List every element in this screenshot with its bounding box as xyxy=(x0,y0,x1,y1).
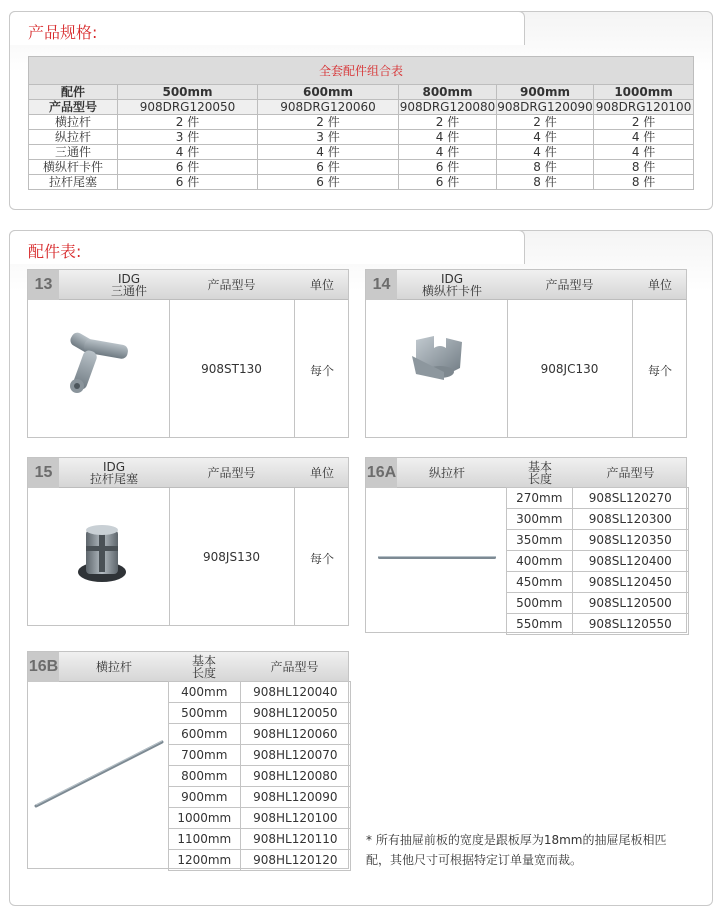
qty-cell: 6 件 xyxy=(258,175,399,190)
corner-bottom: 产品型号 xyxy=(29,100,118,115)
model-cell: 908SL120550 xyxy=(572,614,688,635)
card-number: 13 xyxy=(28,270,59,300)
card-part-name: IDG 拉杆尾塞 xyxy=(89,460,138,486)
qty-cell: 6 件 xyxy=(118,160,258,175)
length-cell: 450mm xyxy=(507,572,573,593)
spec-size-row xyxy=(29,85,694,100)
qty-cell: 4 件 xyxy=(118,145,258,160)
qty-cell: 4 件 xyxy=(497,130,594,145)
card-part-name: IDG 横纵杆卡件 xyxy=(421,272,482,298)
header-model: 产品型号 xyxy=(606,466,655,480)
part-model: 908ST130 xyxy=(201,362,262,376)
qty-cell: 4 件 xyxy=(399,145,497,160)
part-card-16a xyxy=(365,457,687,633)
part-card-13 xyxy=(27,269,349,438)
qty-cell: 2 件 xyxy=(399,115,497,130)
qty-cell: 6 件 xyxy=(258,160,399,175)
header-length: 基本 长度 xyxy=(527,460,552,486)
size-cell: 1000mm xyxy=(594,85,694,100)
model-cell: 908DRG120080 xyxy=(399,100,496,114)
table-row xyxy=(169,787,351,808)
card-part-name: 纵拉杆 xyxy=(428,466,465,480)
parts-section-title: 配件表: xyxy=(28,242,82,261)
part-unit: 每个 xyxy=(309,364,334,378)
table-row xyxy=(169,808,351,829)
model-cell: 908DRG120050 xyxy=(118,100,258,115)
card-number: 15 xyxy=(28,458,59,488)
qty-cell: 2 件 xyxy=(497,115,594,130)
part-name-cell: 横纵杆卡件 xyxy=(29,160,118,175)
table-row xyxy=(507,593,689,614)
card-header xyxy=(366,270,686,300)
card-number: 16A xyxy=(366,458,397,488)
header-model: 产品型号 xyxy=(207,466,256,480)
size-cell: 900mm xyxy=(497,85,594,100)
long-rod-icon xyxy=(376,554,498,562)
length-cell: 300mm xyxy=(507,509,573,530)
part-name-cell: 纵拉杆 xyxy=(29,130,118,145)
header-unit: 单位 xyxy=(309,278,334,292)
model-cell: 908DRG120060 xyxy=(258,100,399,115)
card-header xyxy=(28,458,348,488)
card-part-name: IDG 三通件 xyxy=(110,272,147,298)
header-length: 基本 长度 xyxy=(191,654,216,680)
model-cell: 908DRG120090 xyxy=(497,100,593,114)
qty-cell: 4 件 xyxy=(594,145,694,160)
spec-section xyxy=(9,11,713,210)
model-cell: 908SL120400 xyxy=(572,551,688,572)
table-row xyxy=(169,829,351,850)
length-cell: 400mm xyxy=(169,682,241,703)
length-cell: 1000mm xyxy=(169,808,241,829)
size-cell: 800mm xyxy=(399,85,497,100)
model-cell: 908DRG120100 xyxy=(594,100,694,115)
length-cell: 800mm xyxy=(169,766,241,787)
length-cell: 700mm xyxy=(169,745,241,766)
table-row xyxy=(507,488,689,509)
model-cell: 908SL120500 xyxy=(572,593,688,614)
card-header xyxy=(28,270,348,300)
model-cell: 908SL120270 xyxy=(572,488,688,509)
part-model: 908JC130 xyxy=(540,362,599,376)
part-name-cell: 三通件 xyxy=(29,145,118,160)
header-unit: 单位 xyxy=(309,466,334,480)
footnote: * 所有抽屉前板的宽度是跟板厚为18mm的抽屉尾板相匹配，其他尺寸可根据特定订单量宽而裁。 xyxy=(366,833,667,867)
rod-clip-icon xyxy=(404,332,474,392)
card-number: 14 xyxy=(366,270,397,300)
qty-cell: 3 件 xyxy=(258,130,399,145)
table-row xyxy=(507,530,689,551)
model-cell: 908HL120060 xyxy=(240,724,350,745)
header-model: 产品型号 xyxy=(207,278,256,292)
qty-cell: 2 件 xyxy=(118,115,258,130)
spec-section-title: 产品规格: xyxy=(28,23,98,42)
model-cell: 908HL120050 xyxy=(240,703,350,724)
qty-cell: 4 件 xyxy=(399,130,497,145)
qty-cell: 2 件 xyxy=(258,115,399,130)
qty-cell: 4 件 xyxy=(258,145,399,160)
length-table xyxy=(168,681,351,871)
part-name-cell: 横拉杆 xyxy=(29,115,118,130)
length-cell: 1200mm xyxy=(169,850,241,871)
length-cell: 500mm xyxy=(169,703,241,724)
table-row xyxy=(169,682,351,703)
table-row xyxy=(169,850,351,871)
model-cell: 908HL120080 xyxy=(240,766,350,787)
card-part-name: 横拉杆 xyxy=(95,660,132,674)
size-cell: 600mm xyxy=(258,85,399,100)
part-unit: 每个 xyxy=(309,552,334,566)
tee-connector-icon xyxy=(60,322,140,402)
header-model: 产品型号 xyxy=(545,278,594,292)
table-row xyxy=(507,551,689,572)
card-header xyxy=(366,458,686,488)
spec-table-caption: 全套配件组合表 xyxy=(29,57,694,85)
qty-cell: 2 件 xyxy=(594,115,694,130)
parts-section-tab xyxy=(9,230,525,264)
qty-cell: 8 件 xyxy=(497,160,594,175)
model-cell: 908SL120350 xyxy=(572,530,688,551)
table-row xyxy=(29,175,694,190)
table-row xyxy=(507,614,689,635)
model-cell: 908HL120040 xyxy=(240,682,350,703)
table-row xyxy=(29,160,694,175)
length-table xyxy=(506,487,689,635)
table-row xyxy=(169,703,351,724)
model-cell: 908HL120090 xyxy=(240,787,350,808)
spec-table xyxy=(28,56,694,190)
corner-top: 配件 xyxy=(29,85,118,100)
table-row xyxy=(169,745,351,766)
part-model: 908JS130 xyxy=(203,550,260,564)
qty-cell: 6 件 xyxy=(399,175,497,190)
table-row xyxy=(169,724,351,745)
part-name-cell: 拉杆尾塞 xyxy=(29,175,118,190)
length-cell: 1100mm xyxy=(169,829,241,850)
length-cell: 270mm xyxy=(507,488,573,509)
table-row xyxy=(29,115,694,130)
size-cell: 500mm xyxy=(118,85,258,100)
qty-cell: 3 件 xyxy=(118,130,258,145)
length-cell: 500mm xyxy=(507,593,573,614)
part-card-16b xyxy=(27,651,349,869)
length-cell: 400mm xyxy=(507,551,573,572)
length-cell: 350mm xyxy=(507,530,573,551)
length-cell: 550mm xyxy=(507,614,573,635)
qty-cell: 8 件 xyxy=(594,160,694,175)
qty-cell: 8 件 xyxy=(497,175,594,190)
header-unit: 单位 xyxy=(647,278,672,292)
table-row xyxy=(29,145,694,160)
model-cell: 908HL120070 xyxy=(240,745,350,766)
model-cell: 908SL120300 xyxy=(572,509,688,530)
table-row xyxy=(507,509,689,530)
length-cell: 600mm xyxy=(169,724,241,745)
qty-cell: 6 件 xyxy=(118,175,258,190)
model-cell: 908HL120110 xyxy=(240,829,350,850)
part-card-15 xyxy=(27,457,349,626)
end-plug-icon xyxy=(72,518,132,588)
table-row xyxy=(169,766,351,787)
model-cell: 908HL120120 xyxy=(240,850,350,871)
qty-cell: 6 件 xyxy=(399,160,497,175)
header-model: 产品型号 xyxy=(270,660,319,674)
table-row xyxy=(507,572,689,593)
model-cell: 908HL120100 xyxy=(240,808,350,829)
length-cell: 900mm xyxy=(169,787,241,808)
cross-rod-icon xyxy=(34,740,166,810)
qty-cell: 4 件 xyxy=(594,130,694,145)
card-header xyxy=(28,652,348,682)
qty-cell: 4 件 xyxy=(497,145,594,160)
table-row xyxy=(29,130,694,145)
qty-cell: 8 件 xyxy=(594,175,694,190)
model-cell: 908SL120450 xyxy=(572,572,688,593)
part-unit: 每个 xyxy=(647,364,672,378)
spec-model-row xyxy=(29,100,694,115)
card-number: 16B xyxy=(28,652,59,682)
part-card-14 xyxy=(365,269,687,438)
